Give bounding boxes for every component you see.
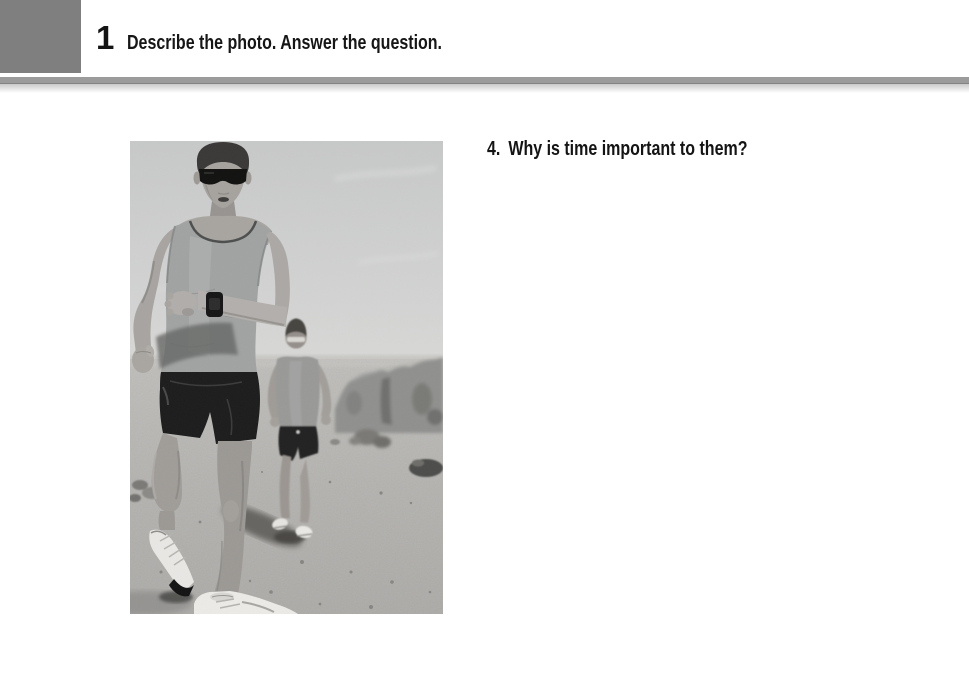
header-divider-shadow [0,84,969,93]
question-text: Why is time important to them? [508,138,748,160]
photo-illustration [130,141,443,614]
question-line [487,138,747,160]
exercise-photo [130,141,443,614]
instruction-text: Describe the photo. Answer the question. [127,32,442,54]
question-number: 4. [487,138,501,160]
exercise-number: 1 [96,19,114,56]
photo-grain [130,141,443,614]
corner-square [0,0,81,73]
header-divider [0,77,969,84]
